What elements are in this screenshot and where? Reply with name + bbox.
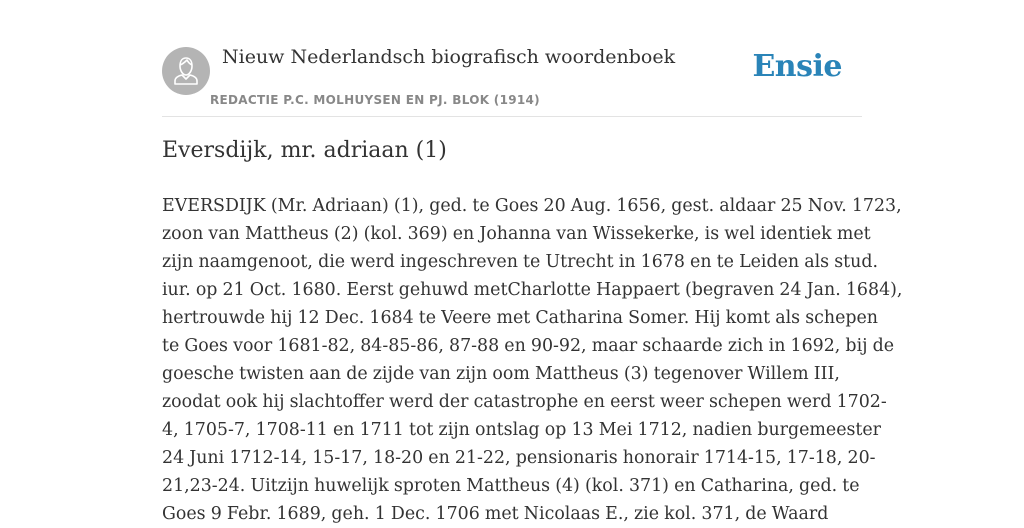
entry-text-line: EVERSDIJK (Mr. Adriaan) (1), ged. te Goes 20 Aug. 1656, gest. aldaar 25 Nov. 1723, (162, 196, 902, 216)
entry-text-line: 4, 1705-7, 1708-11 en 1711 tot zijn ontslag op 13 Mei 1712, nadien burgemeester (162, 420, 881, 440)
book-editors: REDACTIE P.C. MOLHUYSEN EN PJ. BLOK (1914) (210, 93, 540, 107)
entry-text-line: zoodat ook hij slachtoffer werd der catastrophe en eerst weer schepen werd 1702- (162, 392, 887, 412)
entry-body (162, 192, 903, 528)
entry-text-line: Goes 9 Febr. 1689, geh. 1 Dec. 1706 met Nicolaas E., zie kol. 371, de Waard (162, 504, 829, 524)
entry-text-line: 21,23-24. Uitzijn huwelijk sproten Mattheus (4) (kol. 371) en Catharina, ged. te (162, 476, 860, 496)
book-header (162, 40, 862, 117)
entry-text-line: iur. op 21 Oct. 1680. Eerst gehuwd metCharlotte Happaert (begraven 24 Jan. 1684), (162, 280, 903, 300)
entry-text-line: 24 Juni 1712-14, 15-17, 18-20 en 21-22, pensionaris honorair 1714-15, 17-18, 20- (162, 448, 876, 468)
entry-text-line: zijn naamgenoot, die werd ingeschreven te Utrecht in 1678 en te Leiden als stud. (162, 252, 878, 272)
user-silhouette-icon[interactable] (162, 47, 210, 95)
brand-logo[interactable]: Ensie (752, 49, 842, 84)
entry-title: Eversdijk, mr. adriaan (1) (162, 138, 447, 163)
entry-text-line: te Goes voor 1681-82, 84-85-86, 87-88 en 90-92, maar schaarde zich in 1692, bij de (162, 336, 895, 356)
book-title[interactable]: Nieuw Nederlandsch biografisch woordenboek (222, 46, 676, 68)
entry-text-line: zoon van Mattheus (2) (kol. 369) en Johanna van Wissekerke, is wel identiek met (162, 224, 871, 244)
entry-text-line: goesche twisten aan de zijde van zijn oom Mattheus (3) tegenover Willem III, (162, 364, 840, 384)
entry-text-line: hertrouwde hij 12 Dec. 1684 te Veere met Catharina Somer. Hij komt als schepen (162, 308, 879, 328)
